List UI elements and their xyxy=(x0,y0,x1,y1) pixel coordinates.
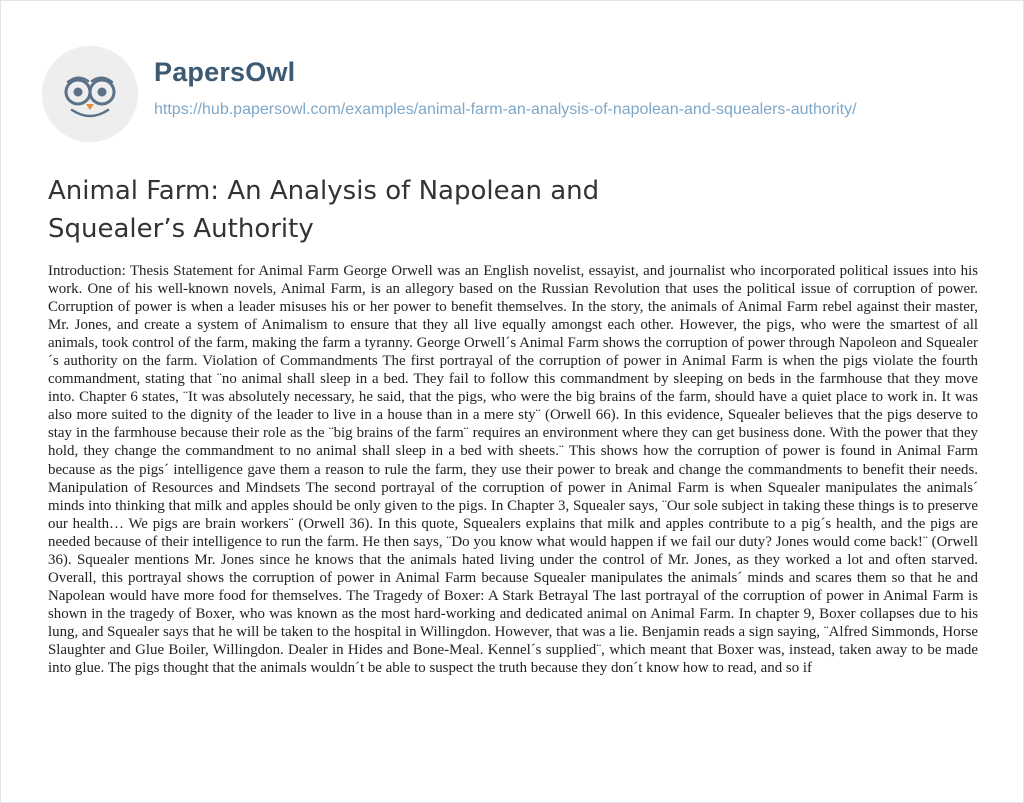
owl-icon[interactable] xyxy=(42,46,138,142)
brand-name[interactable]: PapersOwl xyxy=(154,57,296,87)
source-url-link[interactable]: https://hub.papersowl.com/examples/animal-farm-an-analysis-of-napolean-and-squealers-authority/ xyxy=(154,101,857,118)
page-title: Animal Farm: An Analysis of Napolean and Squealer’s Authority xyxy=(48,176,600,244)
brand-block xyxy=(154,46,914,121)
essay-body: Introduction: Thesis Statement for Animal Farm George Orwell was an English novelist, essayist, and journalist who incorporated political issues into his work. One of his well-known novels, Animal Farm, is an allegory based on the Russian Revolution that uses the political issue of corruption of power. Corruption of power is when a leader misuses his or her power to benefit themselves. In the story, the animals of Animal Farm rebel against their master, Mr. Jones, and create a system of Animalism to ensure that they all live equally amongst each other. However, the pigs, who were the smartest of all animals, took control of the farm, making the farm a tyranny. George Orwell´s Animal Farm shows the corruption of power through Napoleon and Squealer´s authority on the farm. Violation of Commandments The first portrayal of the corruption of power in Animal Farm is when the pigs violate the fourth commandment, stating that ¨no animal shall sleep in a bed. They fail to follow this commandment by sleeping on beds in the farmhouse that they move into. Chapter 6 states, ¨It was absolutely necessary, he said, that the pigs, who were the big brains of the farm, should have a quiet place to work in. It was also more suited to the dignity of the leader to live in a house than in a mere sty¨ (Orwell 66). In this evidence, Squealer believes that the pigs deserve to stay in the farmhouse because their role as the ¨big brains of the farm¨ requires an environment where they can get business done. With the power that they hold, they change the commandment to no animal shall sleep in a bed with sheets.¨ This shows how the corruption of power is found in Animal Farm because as the pigs´ intelligence gave them a reason to rule the farm, they use their power to break and change the commandments to benefit their needs. Manipulation of Resources and Mindsets The second portrayal of the corruption of power in Animal Farm is when Squealer manipulates the animals´ minds into thinking that milk and apples should be only given to the pigs. In Chapter 3, Squealer says, ¨Our sole subject in taking these things is to preserve our health… We pigs are brain workers¨ (Orwell 36). In this quote, Squealers explains that milk and apples contribute to a pig´s health, and the pigs are needed because of their intelligence to run the farm. He then says, ¨Do you know what would happen if we fail our duty? Jones would come back!¨ (Orwell 36). Squealer mentions Mr. Jones since he knows that the animals hated living under the control of Mr. Jones, as they worked a lot and often starved. Overall, this portrayal shows the corruption of power in Animal Farm because Squealer manipulates the animals´ minds and scares them so that he and Napolean would have more food for themselves. The Tragedy of Boxer: A Stark Betrayal The last portrayal of the corruption of power in Animal Farm is shown in the tragedy of Boxer, who was known as the most hard-working and dedicated animal on Animal Farm. In chapter 9, Boxer collapses due to his lung, and Squealer says that he will be taken to the hospital in Willingdon. However, that was a lie. Benjamin reads a sign saying, ¨Alfred Simmonds, Horse Slaughter and Glue Boiler, Willingdon. Dealer in Hides and Bone-Meal. Kennel´s supplied¨, which meant that Boxer was, instead, taken away to be made into glue. The pigs thought that the animals wouldn´t be able to suspect the truth because they don´t know how to read, and so if xyxy=(48,263,978,677)
site-header xyxy=(42,46,914,142)
